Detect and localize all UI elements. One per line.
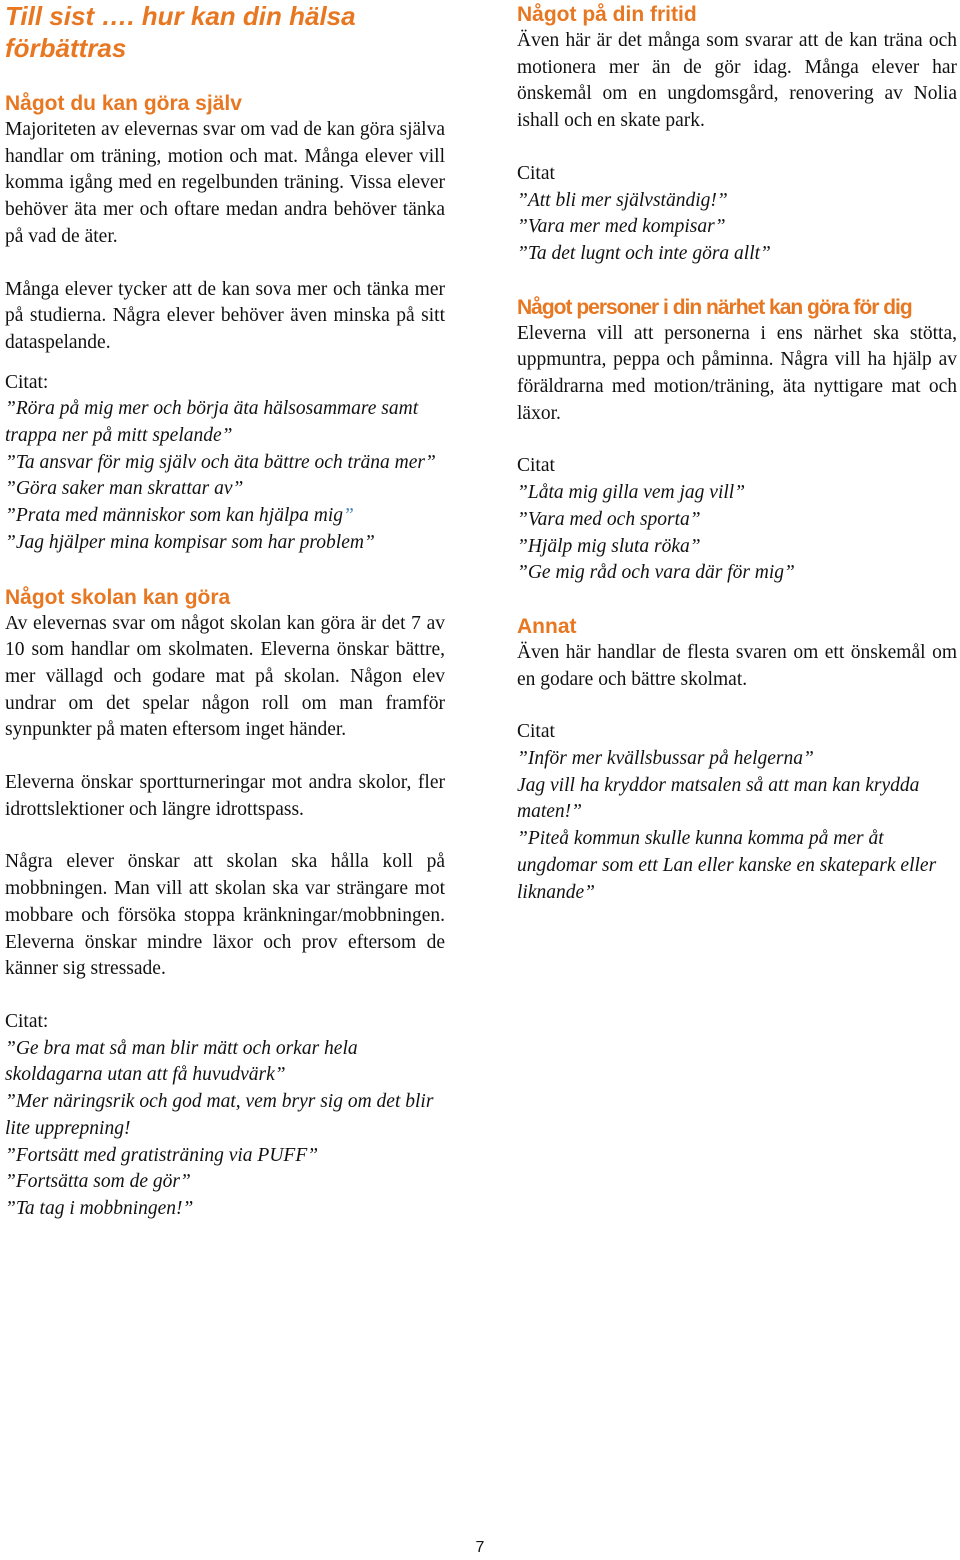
quote: Jag vill ha kryddor matsalen så att man kan krydda maten!” bbox=[517, 774, 920, 823]
quote: ”Jag hjälper mina kompisar som har problem” bbox=[5, 531, 375, 553]
quote-list bbox=[5, 396, 445, 556]
quote: ”Hjälp mig sluta röka” bbox=[517, 535, 701, 557]
quote: ”Fortsätt med gratisträning via PUFF” bbox=[5, 1144, 319, 1166]
right-column bbox=[517, 0, 957, 906]
citat-label: Citat: bbox=[5, 1010, 49, 1032]
quote: ”Låta mig gilla vem jag vill” bbox=[517, 482, 746, 504]
paragraph: Majoriteten av elevernas svar om vad de kan göra själva handlar om träning, motion och mat. Många elever vill komma igång med en regelbunden träning. Vissa elever behöver äta mer och oftare medan andra behöver tänka på vad de äter. bbox=[5, 119, 445, 247]
quote: ”Vara med och sporta” bbox=[517, 508, 701, 530]
quote: ”Mer näringsrik och god mat, vem bryr sig om det blir lite upprepning! bbox=[5, 1091, 434, 1139]
quote-list bbox=[517, 188, 957, 268]
quote bbox=[5, 503, 445, 530]
quote: ”Att bli mer självständig!” bbox=[517, 189, 728, 211]
quote: ”Ta ansvar för mig själv och äta bättre och träna mer” bbox=[5, 451, 436, 473]
quote: ”Ta det lugnt och inte göra allt” bbox=[517, 242, 771, 264]
section-heading-school: Något skolan kan göra bbox=[5, 585, 231, 609]
section-heading-people: Något personer i din närhet kan göra för dig bbox=[517, 295, 912, 319]
paragraph: Några elever önskar att skolan ska hålla koll på mobbningen. Man vill att skolan ska var strängare mot mobbare och försöka stoppa kränkningar/mobbningen. Eleverna önskar mindre läxor och prov eftersom de känner sig stressade. bbox=[5, 851, 445, 980]
quote: ”Vara mer med kompisar” bbox=[517, 216, 726, 238]
quote: ”Piteå kommun skulle kunna komma på mer åt ungdomar som ett Lan eller kanske en skatepark eller liknande” bbox=[517, 828, 937, 903]
paragraph: Många elever tycker att de kan sova mer och tänka mer på studierna. Några elever behöver även minska på sitt dataspelande. bbox=[5, 278, 445, 353]
quote: ”Fortsätta som de gör” bbox=[5, 1171, 191, 1193]
quote-list bbox=[517, 746, 957, 906]
paragraph: Eleverna vill att personerna i ens närhet ska stötta, uppmuntra, peppa och påminna. Några vill ha hjälp av föräldrarna med motion/träning, äta nyttigare mat och läxor. bbox=[517, 322, 957, 424]
quote: ”Inför mer kvällsbussar på helgerna” bbox=[517, 748, 814, 770]
section-heading-self: Något du kan göra själv bbox=[5, 92, 242, 115]
quote-text: ”Prata med människor som kan hjälpa mig bbox=[5, 505, 343, 527]
quote-list bbox=[5, 1036, 445, 1223]
quote: ”Ge bra mat så man blir mätt och orkar hela skoldagarna utan att få huvudvärk” bbox=[5, 1037, 358, 1086]
citat-label: Citat bbox=[517, 721, 555, 743]
quote: ”Ge mig råd och vara där för mig” bbox=[517, 562, 795, 584]
page-title: Till sist …. hur kan din hälsa förbättras bbox=[5, 1, 356, 63]
quote-list bbox=[517, 480, 957, 587]
paragraph: Även här handlar de flesta svaren om ett önskemål om en godare och bättre skolmat. bbox=[517, 641, 957, 690]
page-number: 7 bbox=[475, 1539, 485, 1556]
section-heading-other: Annat bbox=[517, 614, 577, 638]
quote-end-mark: ” bbox=[343, 505, 354, 527]
citat-label: Citat bbox=[517, 455, 555, 477]
paragraph: Av elevernas svar om något skolan kan göra är det 7 av 10 som handlar om skolmaten. Eleverna önskar bättre, mer vällagd och godare mat på skolan. Någon elev undrar om det spelar någon roll om man framför synpunkter på maten eftersom inget händer. bbox=[5, 612, 445, 741]
section-heading-leisure: Något på din fritid bbox=[517, 3, 697, 26]
left-column bbox=[5, 0, 445, 1223]
quote: ”Röra på mig mer och börja äta hälsosammare samt trappa ner på mitt spelande” bbox=[5, 398, 419, 447]
citat-label: Citat: bbox=[5, 371, 49, 393]
citat-label: Citat bbox=[517, 162, 555, 184]
quote: ”Ta tag i mobbningen!” bbox=[5, 1197, 194, 1219]
paragraph: Även här är det många som svarar att de kan träna och motionera mer än de gör idag. Många elever har önskemål om en ungdomsgård, renovering av Nolia ishall och en skate park. bbox=[517, 30, 957, 132]
quote: ”Göra saker man skrattar av” bbox=[5, 478, 244, 500]
paragraph: Eleverna önskar sportturneringar mot andra skolor, fler idrottslektioner och längre idrottspass. bbox=[5, 772, 445, 820]
